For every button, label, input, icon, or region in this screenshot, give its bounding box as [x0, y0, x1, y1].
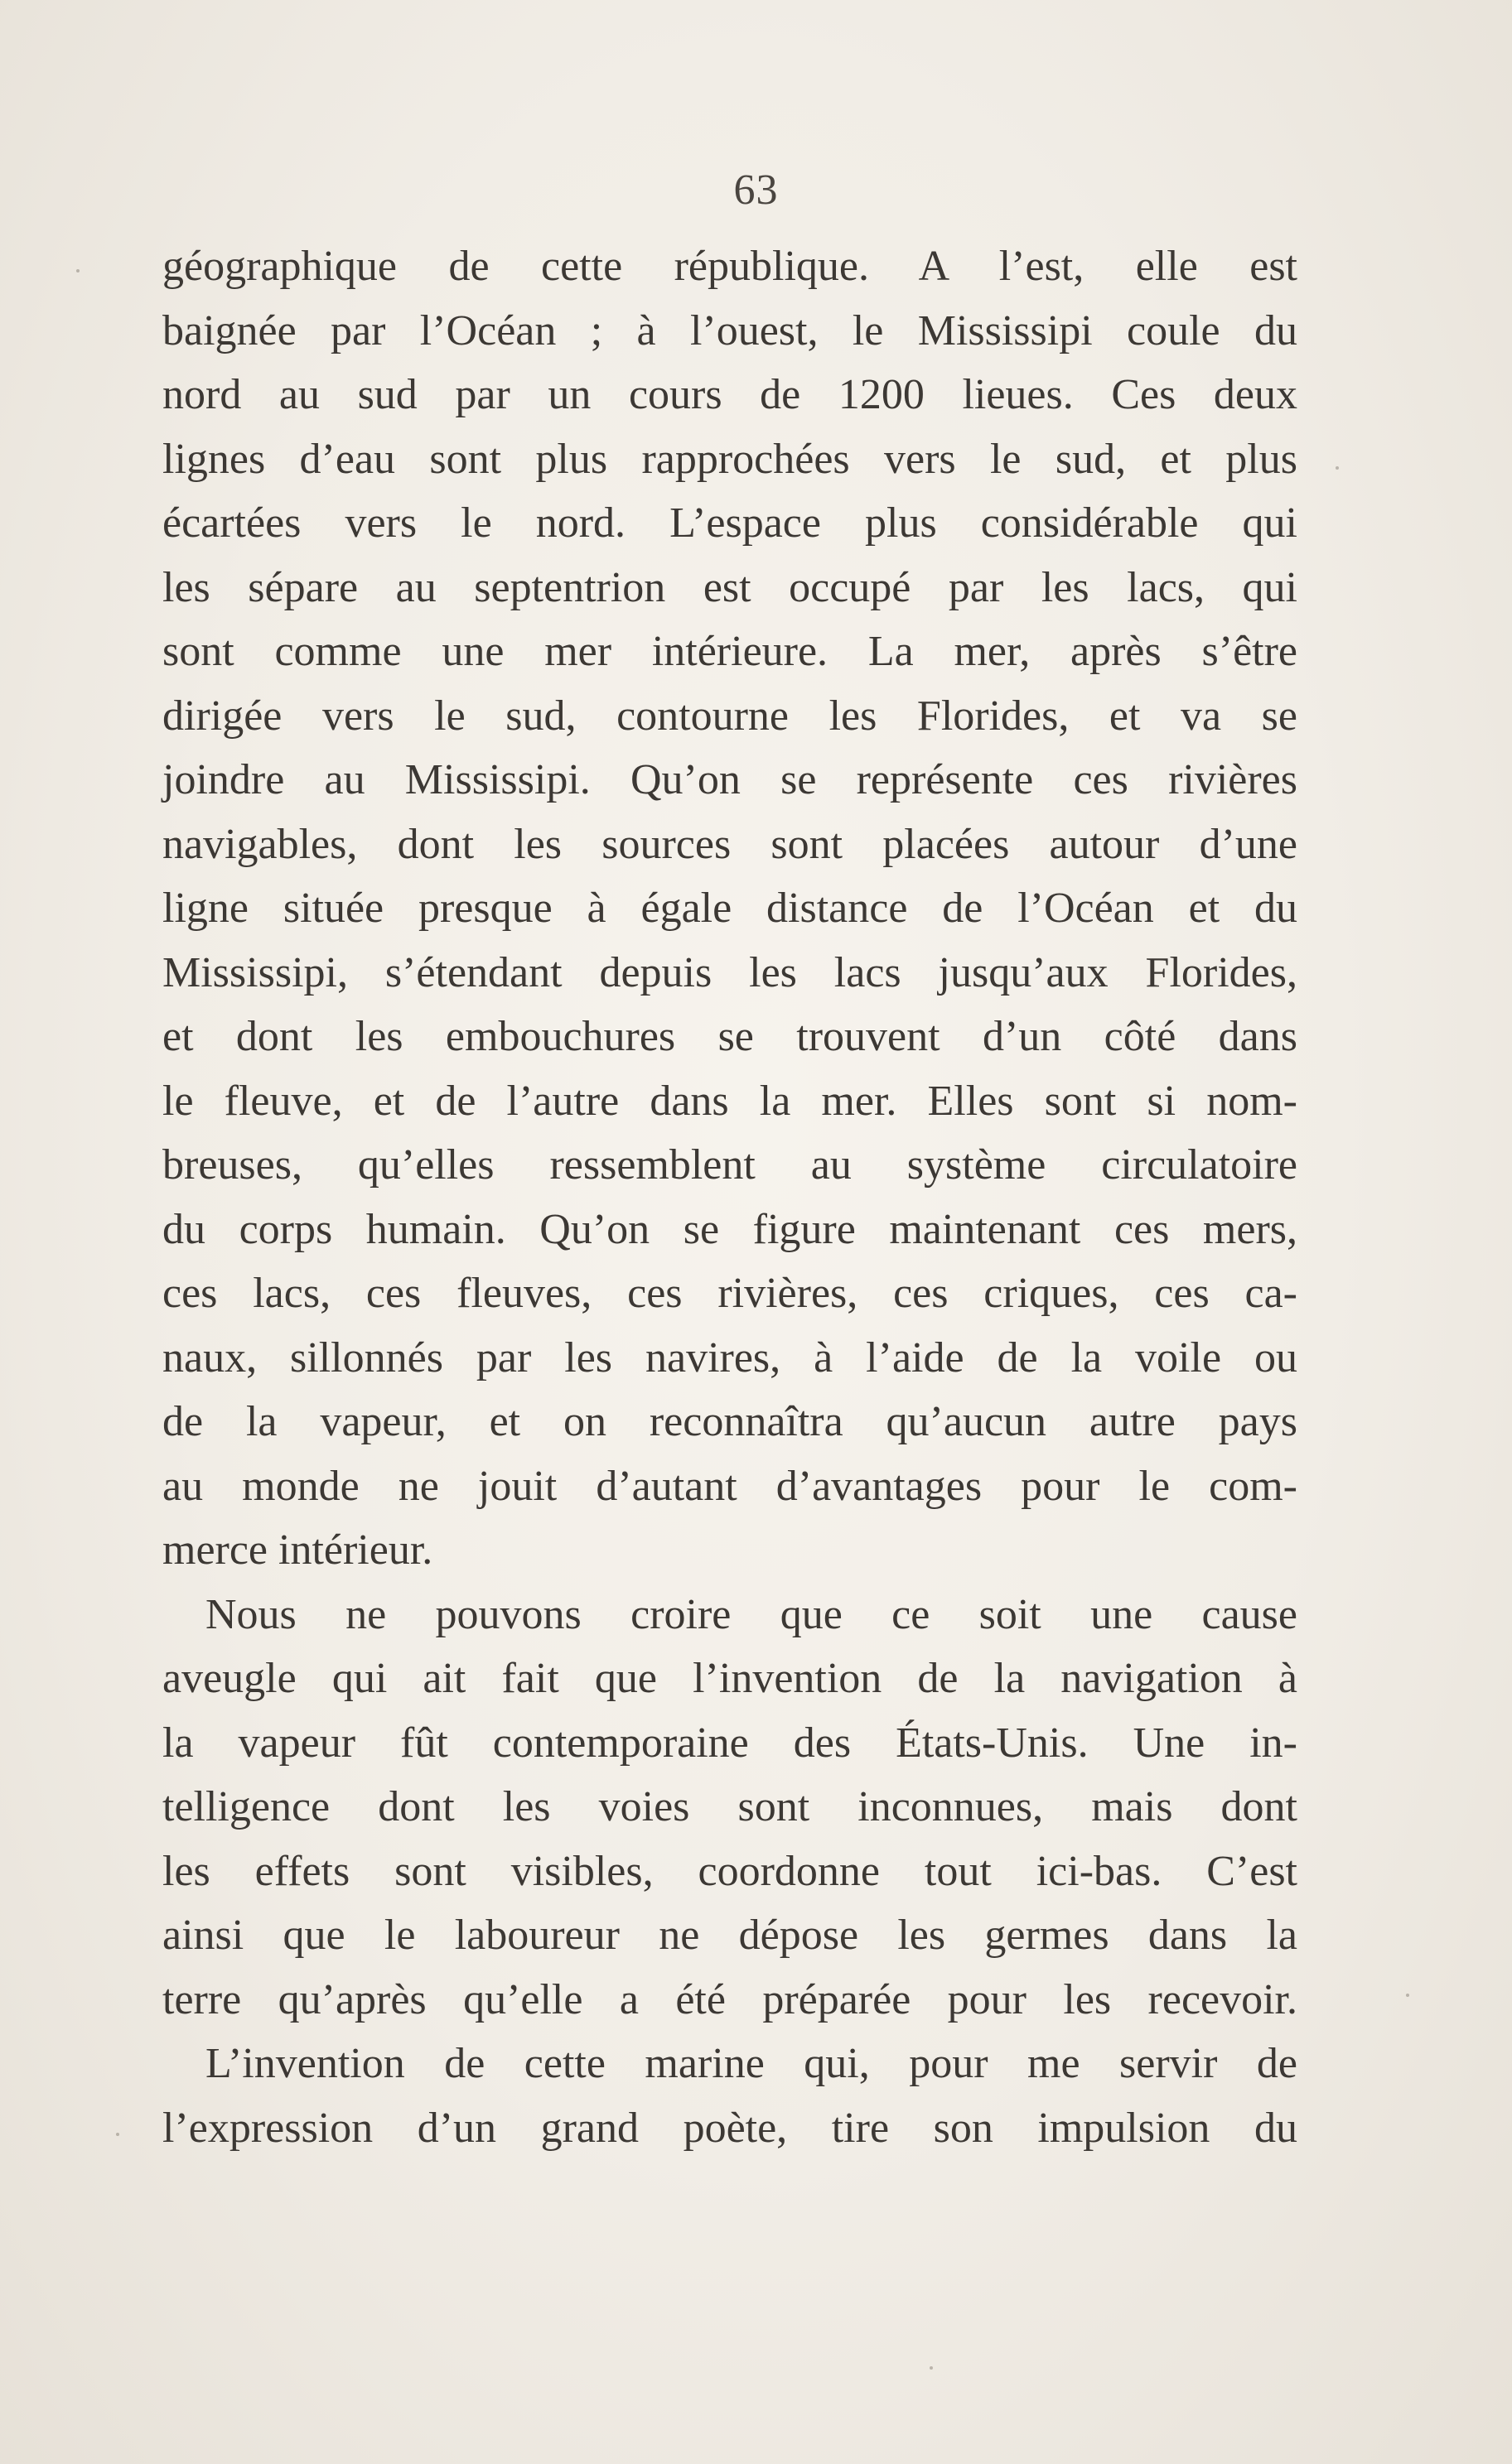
text-line: ligne située presque à égale distance de l’Océan et du — [162, 885, 1297, 932]
text-line: la vapeur fût contemporaine des États-Unis. Une in- — [162, 1719, 1297, 1767]
text-line: du corps humain. Qu’on se figure maintenant ces mers, — [162, 1205, 1297, 1253]
paragraph-start-line: L’invention de cette marine qui, pour me servir de — [205, 2040, 1297, 2087]
text-line: ainsi que le laboureur ne dépose les germes dans la — [162, 1912, 1297, 1959]
text-line: sont comme une mer intérieure. La mer, après s’être — [162, 628, 1297, 675]
text-line: dirigée vers le sud, contourne les Florides, et va se — [162, 692, 1297, 740]
body-text — [162, 234, 1297, 2160]
text-line: géographique de cette république. A l’est, elle est — [162, 243, 1297, 290]
paper-speck — [1406, 1994, 1409, 1997]
text-line: le fleuve, et de l’autre dans la mer. Elles sont si nom- — [162, 1077, 1297, 1125]
page-number: 63 — [733, 166, 779, 214]
paper-speck — [1336, 466, 1339, 470]
text-line: de la vapeur, et on reconnaîtra qu’aucun autre pays — [162, 1398, 1297, 1445]
paper-speck — [76, 269, 80, 272]
text-line: joindre au Mississipi. Qu’on se représente ces rivières — [162, 756, 1297, 803]
text-line: au monde ne jouit d’autant d’avantages pour le com- — [162, 1462, 1297, 1510]
paragraph-end-line: merce intérieur. — [162, 1526, 433, 1574]
text-line: navigables, dont les sources sont placées autour d’une — [162, 820, 1297, 868]
text-line: ces lacs, ces fleuves, ces rivières, ces criques, ces ca- — [162, 1270, 1297, 1317]
paragraph-end-line: terre qu’après qu’elle a été préparée pour les recevoir. — [162, 1975, 1297, 2023]
paper-speck — [116, 2133, 119, 2136]
text-line: l’expression d’un grand poète, tire son impulsion du — [162, 2104, 1297, 2152]
text-line: et dont les embouchures se trouvent d’un côté dans — [162, 1013, 1297, 1060]
paper-speck — [930, 2366, 933, 2370]
text-line: écartées vers le nord. L’espace plus considérable qui — [162, 499, 1297, 547]
text-line: les effets sont visibles, coordonne tout ici-bas. C’est — [162, 1847, 1297, 1895]
text-line: Mississipi, s’étendant depuis les lacs jusqu’aux Florides, — [162, 948, 1297, 996]
text-line: telligence dont les voies sont inconnues, mais dont — [162, 1783, 1297, 1830]
text-line: lignes d’eau sont plus rapprochées vers le sud, et plus — [162, 435, 1297, 483]
text-line: breuses, qu’elles ressemblent au système circulatoire — [162, 1141, 1297, 1189]
paragraph-start-line: Nous ne pouvons croire que ce soit une cause — [205, 1590, 1297, 1638]
text-line: aveugle qui ait fait que l’invention de la navigation à — [162, 1655, 1297, 1702]
text-line: nord au sud par un cours de 1200 lieues. Ces deux — [162, 371, 1297, 418]
text-line: baignée par l’Océan ; à l’ouest, le Mississipi coule du — [162, 306, 1297, 354]
text-line: naux, sillonnés par les navires, à l’aide de la voile ou — [162, 1333, 1297, 1381]
text-line: les sépare au septentrion est occupé par les lacs, qui — [162, 563, 1297, 611]
